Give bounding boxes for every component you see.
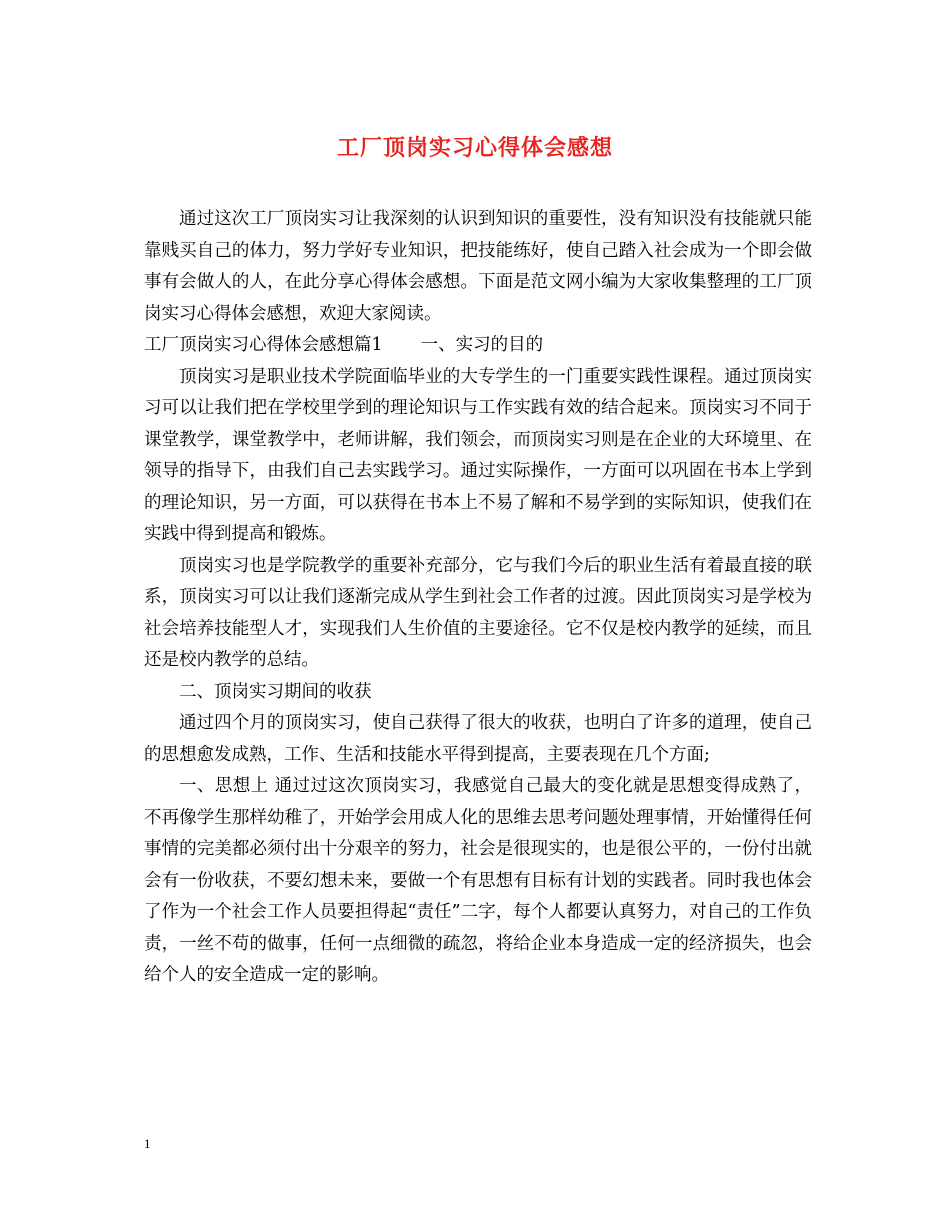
document-title: 工厂顶岗实习心得体会感想	[336, 135, 613, 161]
section-label: 工厂顶岗实习心得体会感想篇1	[144, 335, 383, 355]
section-heading-line	[144, 330, 812, 362]
section-heading: 一、实习的目的	[420, 335, 544, 355]
body-paragraph: 顶岗实习是职业技术学院面临毕业的大专学生的一门重要实践性课程。通过顶岗实习可以让我们把在学校里学到的理论知识与工作实践有效的结合起来。顶岗实习不同于课堂教学，课堂教学中，老师讲解，我们领会，而顶岗实习则是在企业的大环境里、在领导的指导下，由我们自己去实践学习。通过实际操作，一方面可以巩固在书本上学到的理论知识，另一方面，可以获得在书本上不易了解和不易学到的实际知识，使我们在实践中得到提高和锻炼。	[144, 366, 812, 544]
intro-paragraph: 通过这次工厂顶岗实习让我深刻的认识到知识的重要性，没有知识没有技能就只能靠贱买自己的体力，努力学好专业知识，把技能练好，使自己踏入社会成为一个即会做事有会做人的人，在此分享心得体会感想。下面是范文网小编为大家收集整理的工厂顶岗实习心得体会感想，欢迎大家阅读。	[144, 209, 812, 324]
body-paragraph: 顶岗实习也是学院教学的重要补充部分，它与我们今后的职业生活有着最直接的联系，顶岗实习可以让我们逐渐完成从学生到社会工作者的过渡。因此顶岗实习是学校为社会培养技能型人才，实现我们人生价值的主要途径。它不仅是校内教学的延续，而且还是校内教学的总结。	[144, 555, 812, 670]
document-body	[144, 204, 812, 992]
subsection-heading: 二、顶岗实习期间的收获	[179, 681, 372, 702]
page-number: 1	[144, 1136, 151, 1151]
body-paragraph: 一、思想上 通过过这次顶岗实习，我感觉自己最大的变化就是思想变得成熟了，不再像学生那样幼稚了，开始学会用成人化的思维去思考问题处理事情，开始懂得任何事情的完美都必须付出十分艰辛的努力，社会是很现实的，也是很公平的，一份付出就会有一份收获，不要幻想未来，要做一个有思想有目标有计划的实践者。同时我也体会了作为一个社会工作人员要担得起“责任”二字，每个人都要认真努力，对自己的工作负责，一丝不苟的做事，任何一点细微的疏忽，将给企业本身造成一定的经济损失，也会给个人的安全造成一定的影响。	[144, 776, 812, 985]
body-paragraph: 通过四个月的顶岗实习，使自己获得了很大的收获，也明白了许多的道理，使自己的思想愈发成熟，工作、生活和技能水平得到提高，主要表现在几个方面;	[144, 713, 812, 765]
